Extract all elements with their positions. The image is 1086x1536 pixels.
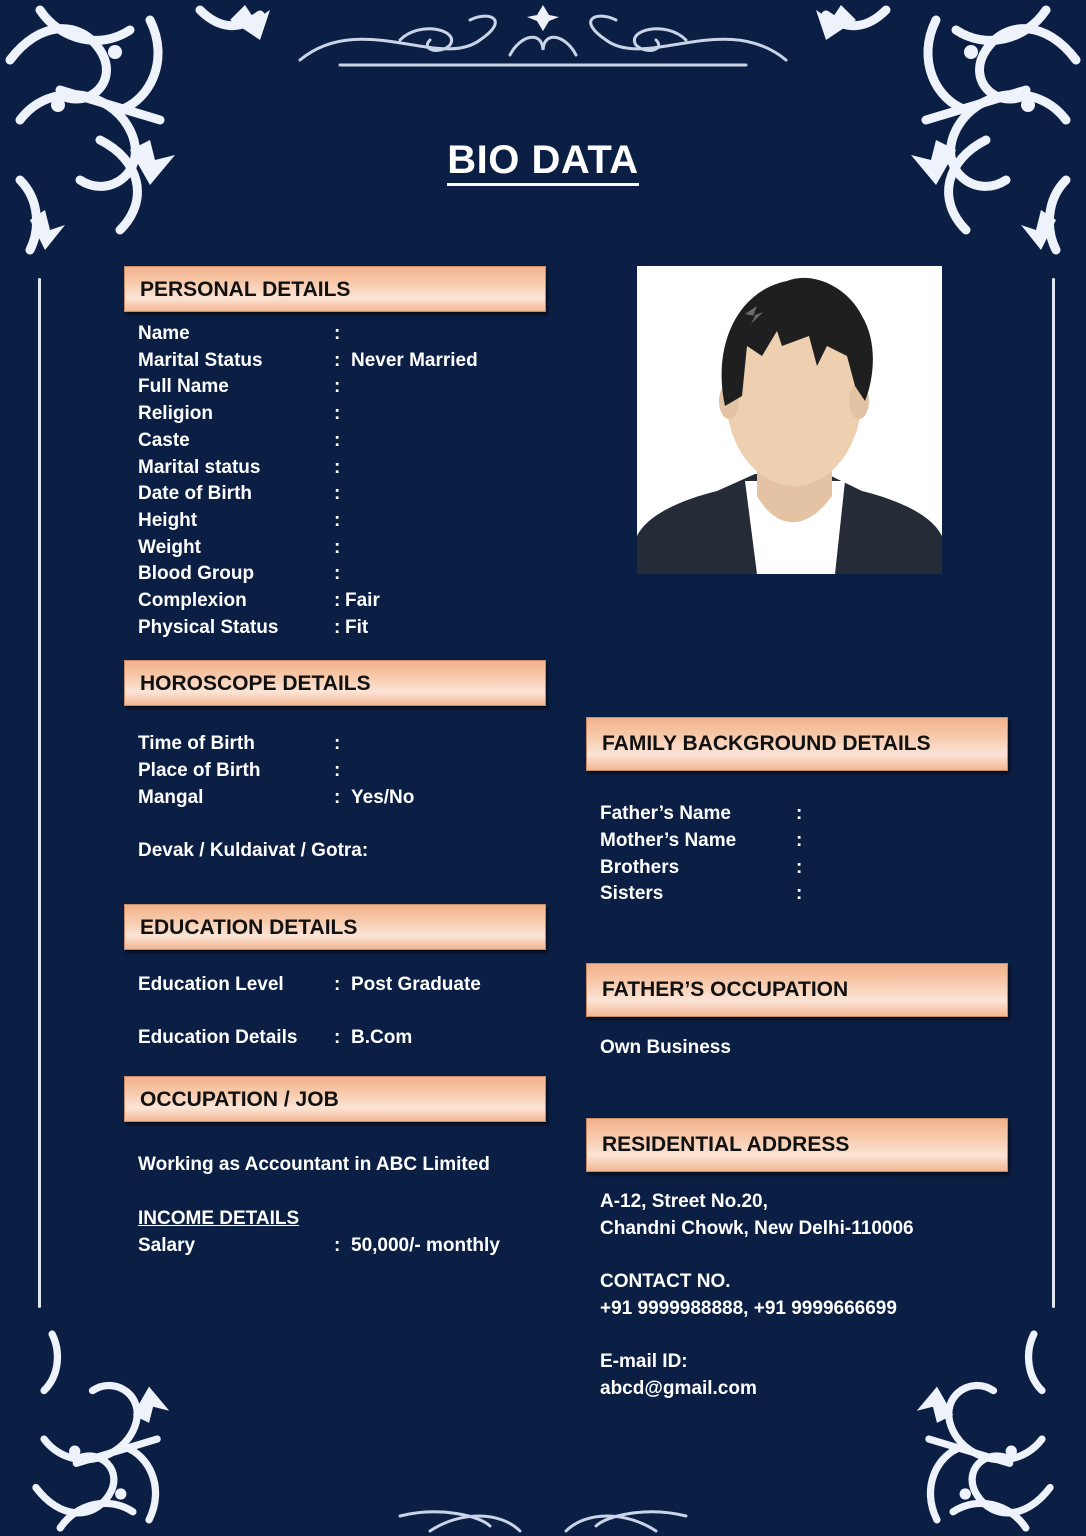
occupation-description: Working as Accountant in ABC Limited: [138, 1154, 490, 1175]
fathers-occupation-value: Own Business: [600, 1037, 731, 1058]
row-label: Place of Birth: [138, 760, 261, 781]
row-colon: :: [334, 1235, 341, 1256]
address-line-2: Chandni Chowk, New Delhi-110006: [600, 1218, 914, 1239]
personal-row-marital-status-2: [138, 454, 538, 481]
personal-row-date-of-birth: [138, 480, 538, 507]
row-label: Height: [138, 510, 198, 531]
personal-row-caste: [138, 427, 538, 454]
row-label: Mother’s Name: [600, 830, 737, 851]
contact-value: +91 9999988888, +91 9999666699: [600, 1298, 897, 1319]
row-label: Physical Status: [138, 617, 279, 638]
personal-row-full-name: [138, 373, 538, 400]
profile-photo: [637, 266, 942, 574]
row-colon: :: [334, 323, 341, 344]
row-label: Education Details: [138, 1027, 298, 1048]
family-row-mother-name: [600, 827, 1000, 854]
education-row-details: [138, 1024, 538, 1051]
personal-row-weight: [138, 534, 538, 561]
top-scroll-ornament-icon: [280, 0, 806, 80]
corner-ornament-bottom-right-icon: [796, 1326, 1086, 1536]
family-background-header: FAMILY BACKGROUND DETAILS: [586, 717, 1008, 771]
email-value: abcd@gmail.com: [600, 1378, 757, 1399]
gotra-label: Devak / Kuldaivat / Gotra:: [138, 840, 369, 861]
row-label: Father’s Name: [600, 803, 731, 824]
education-row-level: [138, 971, 538, 998]
row-colon: :: [334, 590, 341, 611]
row-label: Date of Birth: [138, 483, 252, 504]
row-label: Sisters: [600, 883, 664, 904]
row-value: Post Graduate: [351, 974, 481, 995]
row-label: Time of Birth: [138, 733, 255, 754]
row-colon: :: [334, 733, 341, 754]
row-label: Weight: [138, 537, 201, 558]
family-row-father-name: [600, 800, 1000, 827]
personal-row-height: [138, 507, 538, 534]
personal-row-physical-status: [138, 614, 538, 641]
row-colon: :: [796, 830, 803, 851]
row-value: Yes/No: [351, 787, 415, 808]
row-colon: :: [334, 760, 341, 781]
horoscope-details-header: HOROSCOPE DETAILS: [124, 660, 546, 706]
occupation-header: OCCUPATION / JOB: [124, 1076, 546, 1122]
row-colon: :: [796, 857, 803, 878]
row-colon: :: [334, 563, 341, 584]
row-colon: :: [334, 1027, 341, 1048]
row-value: Never Married: [351, 350, 478, 371]
page-title: BIO DATA: [0, 138, 1086, 183]
row-label: Complexion: [138, 590, 247, 611]
personal-row-marital-status: [138, 347, 538, 374]
right-border-line: [1052, 278, 1055, 1308]
row-label: Name: [138, 323, 190, 344]
row-colon: :: [334, 974, 341, 995]
personal-row-blood-group: [138, 560, 538, 587]
horoscope-row-place-of-birth: [138, 757, 538, 784]
corner-ornament-top-right-icon: [796, 0, 1086, 260]
fathers-occupation-header: FATHER’S OCCUPATION: [586, 963, 1008, 1017]
row-colon: :: [334, 403, 341, 424]
personal-row-religion: [138, 400, 538, 427]
row-colon: :: [334, 376, 341, 397]
row-label: Education Level: [138, 974, 284, 995]
personal-row-complexion: [138, 587, 538, 614]
row-label: Blood Group: [138, 563, 255, 584]
education-details-header: EDUCATION DETAILS: [124, 904, 546, 950]
residential-address-header: RESIDENTIAL ADDRESS: [586, 1118, 1008, 1172]
row-colon: :: [334, 483, 341, 504]
address-line-1: A-12, Street No.20,: [600, 1191, 768, 1212]
income-row-salary: [138, 1232, 558, 1259]
row-label: Marital status: [138, 457, 261, 478]
row-colon: :: [334, 430, 341, 451]
row-colon: :: [796, 803, 803, 824]
row-colon: :: [334, 457, 341, 478]
contact-label: CONTACT NO.: [600, 1271, 731, 1292]
row-colon: :: [334, 350, 341, 371]
row-colon: :: [796, 883, 803, 904]
left-border-line: [38, 278, 41, 1308]
row-label: Full Name: [138, 376, 229, 397]
corner-ornament-bottom-left-icon: [0, 1326, 290, 1536]
avatar-placeholder-icon: [637, 266, 942, 574]
family-row-brothers: [600, 854, 1000, 881]
row-label: Salary: [138, 1235, 196, 1256]
personal-details-header: PERSONAL DETAILS: [124, 266, 546, 312]
row-label: Brothers: [600, 857, 680, 878]
row-value: B.Com: [351, 1027, 413, 1048]
horoscope-row-mangal: [138, 784, 538, 811]
bottom-scroll-ornament-icon: [280, 1496, 806, 1536]
row-value: 50,000/- monthly: [351, 1235, 500, 1256]
row-label: Caste: [138, 430, 190, 451]
row-value: Fit: [345, 617, 369, 638]
row-value: Fair: [345, 590, 380, 611]
row-colon: :: [334, 787, 341, 808]
email-label: E-mail ID:: [600, 1351, 688, 1372]
income-details-heading: INCOME DETAILS: [138, 1208, 300, 1229]
personal-row-name: [138, 320, 538, 347]
horoscope-row-time-of-birth: [138, 730, 538, 757]
row-label: Religion: [138, 403, 213, 424]
row-label: Marital Status: [138, 350, 263, 371]
row-colon: :: [334, 510, 341, 531]
row-colon: :: [334, 537, 341, 558]
corner-ornament-top-left-icon: [0, 0, 290, 260]
row-colon: :: [334, 617, 341, 638]
row-label: Mangal: [138, 787, 204, 808]
family-row-sisters: [600, 880, 1000, 907]
